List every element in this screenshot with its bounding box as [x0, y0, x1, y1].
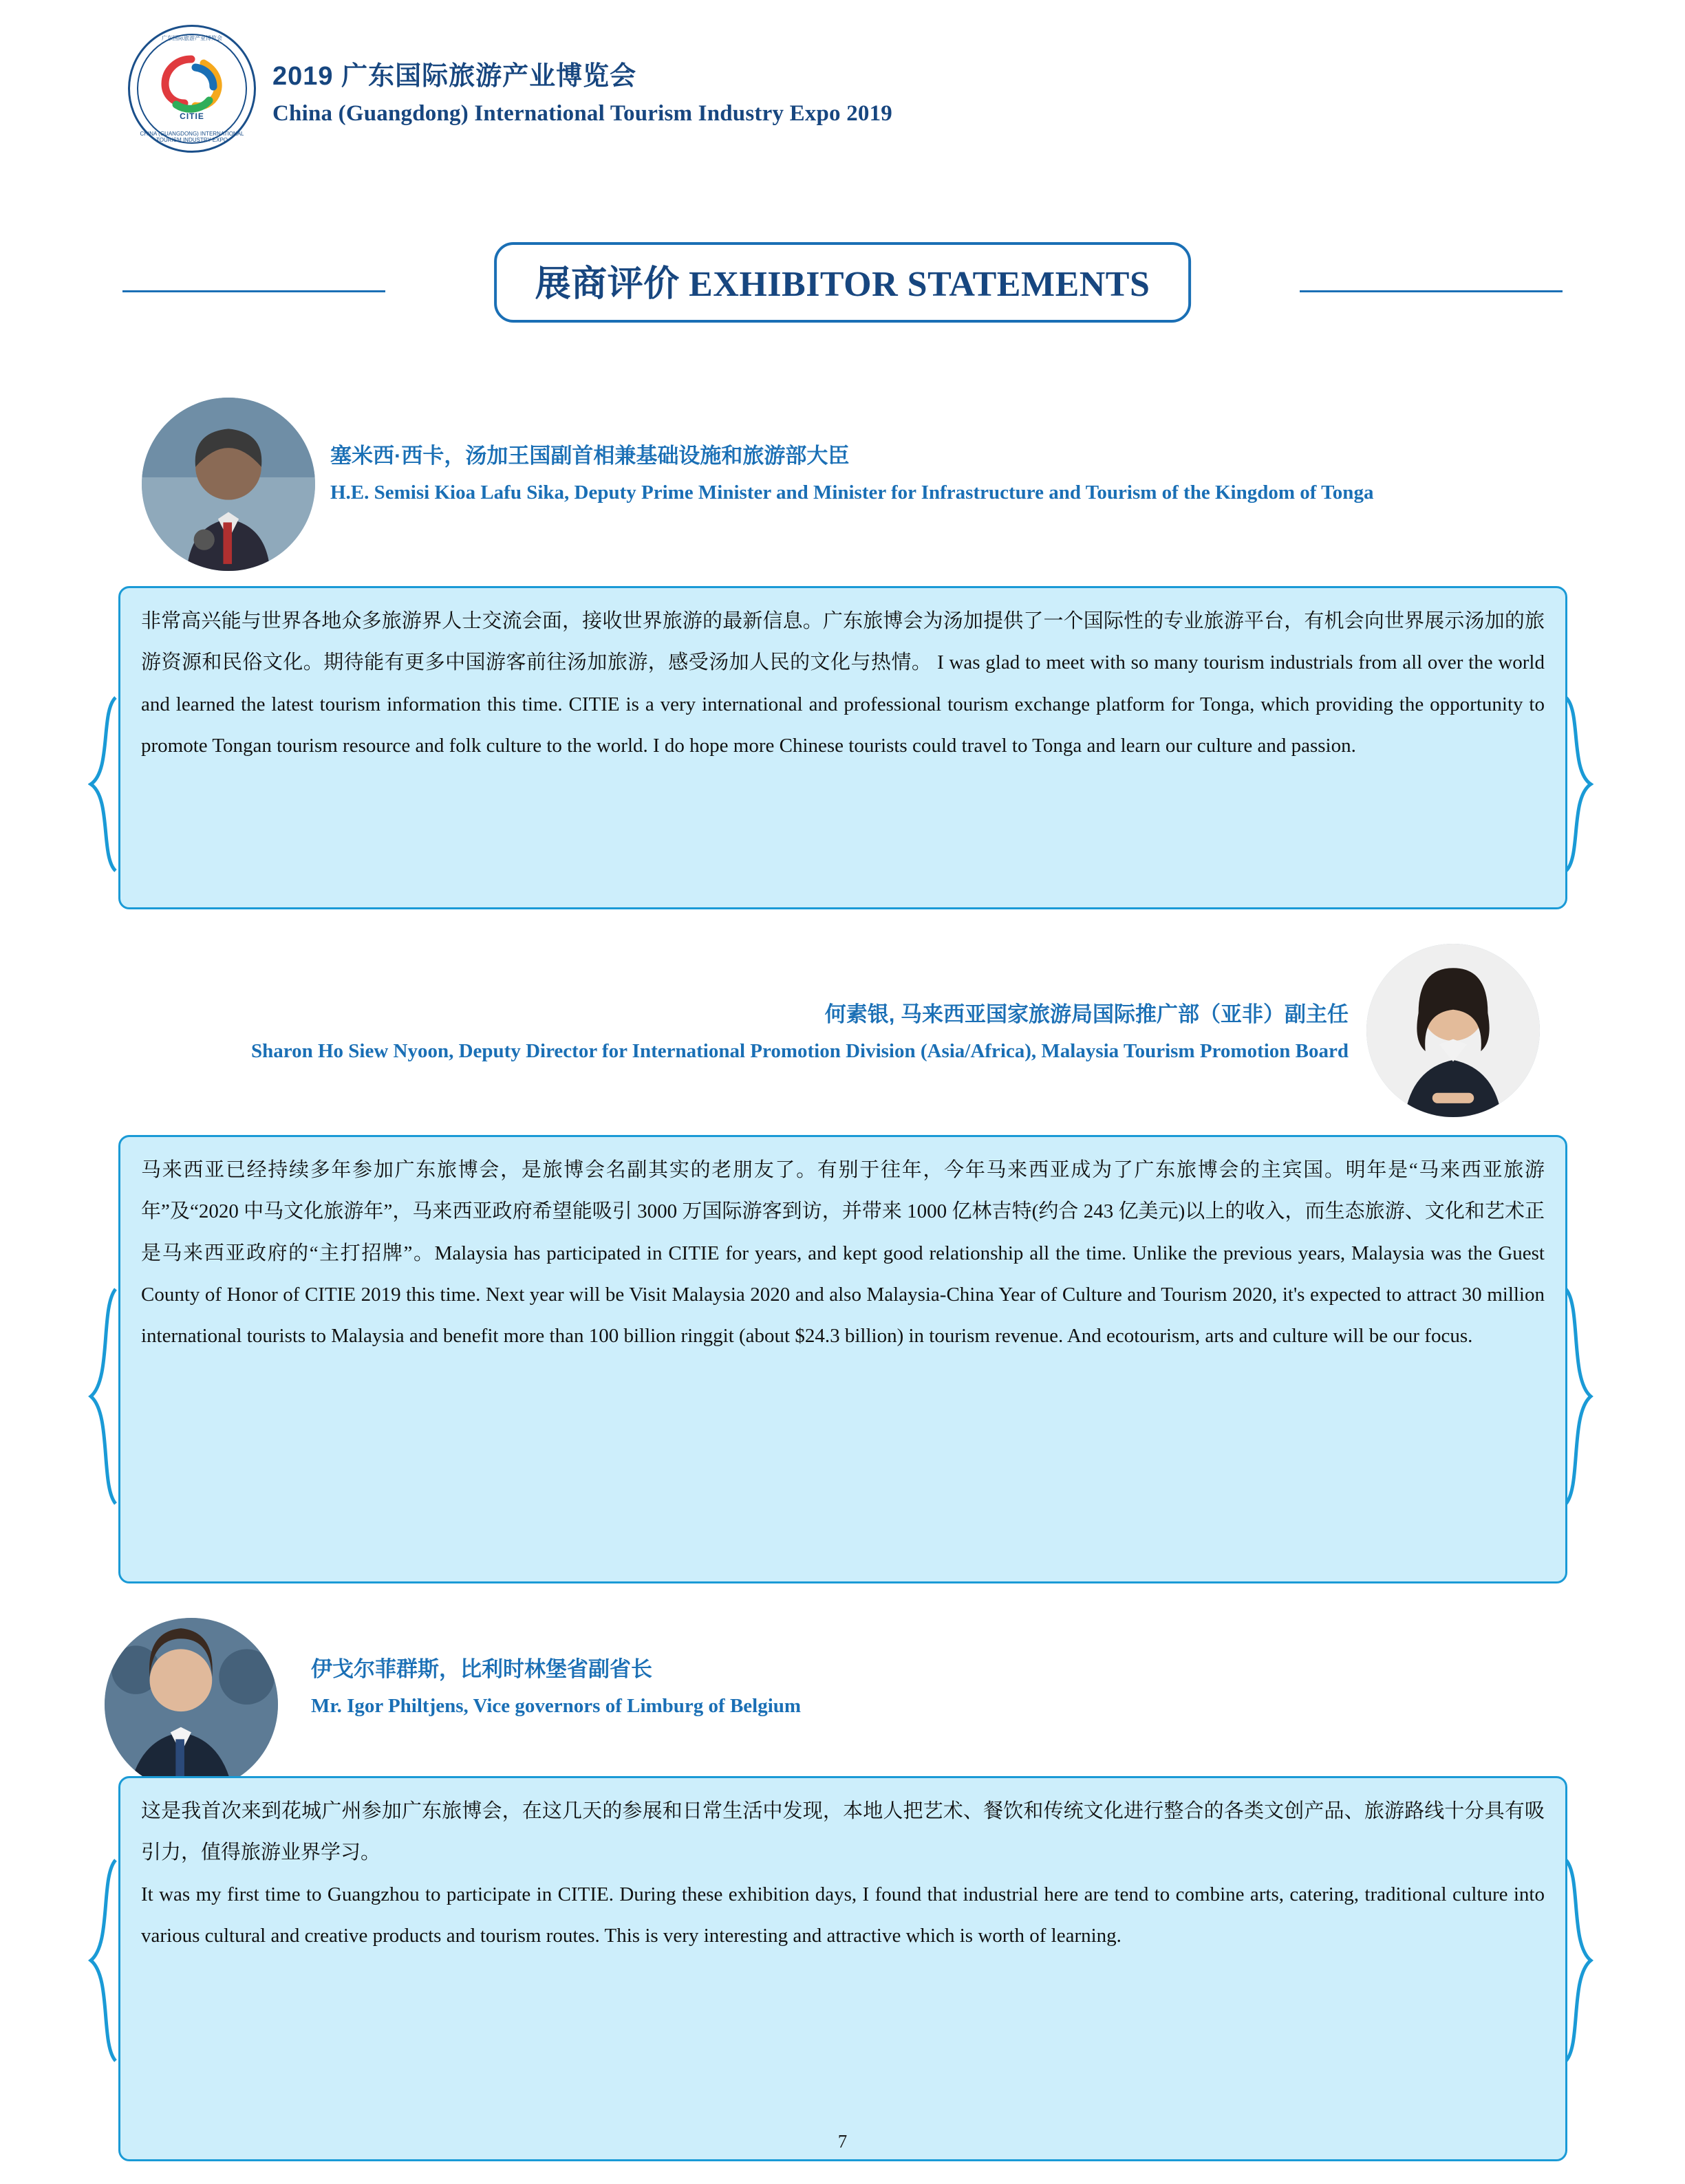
- quote-text-3-cn: 这是我首次来到花城广州参加广东旅博会，在这几天的参展和日常生活中发现，本地人把艺术、餐饮和传统文化进行整合的各类文创产品、旅游路线十分具有吸引力，值得旅游业界学习。: [141, 1800, 1545, 1864]
- speaker-names-2: [131, 999, 1349, 1066]
- header-titles: [272, 51, 892, 127]
- speaker-names-3: [311, 1654, 1549, 1720]
- brace-left-3: [88, 1857, 120, 2064]
- divider-left: [122, 290, 385, 292]
- section-title-box: [494, 242, 1192, 323]
- brace-left-1: [88, 695, 120, 874]
- speaker-name-en-2: Sharon Ho Siew Nyoon, Deputy Director for International Promotion Division (Asia/Africa), Malaysia Tourism Promotion Board: [250, 1039, 1349, 1062]
- speaker-name-cn-1: 塞米西·西卡，汤加王国副首相兼基础设施和旅游部大臣: [330, 444, 850, 468]
- logo-swirl-icon: [155, 55, 227, 113]
- page-header: [128, 25, 892, 153]
- logo-wordmark: CITIE: [180, 111, 204, 121]
- quote-box-1: [118, 586, 1567, 909]
- speaker-name-en-3: Mr. Igor Philtjens, Vice governors of Limburg of Belgium: [311, 1694, 802, 1717]
- page-number: 7: [837, 2131, 848, 2152]
- logo-ring-bottom-text: CHINA (GUANGDONG) INTERNATIONAL TOURISM INDUSTRY EXPO: [140, 131, 244, 143]
- page-title: 展商评价 EXHIBITOR STATEMENTS: [535, 265, 1150, 304]
- citie-logo: [128, 25, 256, 153]
- portrait-semisi-kioa-lafu-sika: [142, 398, 315, 571]
- header-title-cn: 2019 广东国际旅游产业博览会: [272, 61, 637, 91]
- section-title-area: [0, 242, 1685, 338]
- speaker-names-1: [330, 440, 1562, 507]
- quote-text-1: 非常高兴能与世界各地众多旅游界人士交流会面，接收世界旅游的最新信息。广东旅博会为汤加提供了一个国际性的专业旅游平台，有机会向世界展示汤加的旅游资源和民俗文化。期待能有更多中国游客前往汤加旅游，感受汤加人民的文化与热情。 I was glad to meet with so many tourism industrials from all over the world and learned the latest tourism information this time. CITIE is a very international and professional tourism exchange platform for Tonga, which providing the opportunity to promote Tongan tourism resource and folk culture to the world. I do hope more Chinese tourists could travel to Tonga and learn our culture and passion.: [141, 610, 1545, 757]
- quote-text-3-en: It was my first time to Guangzhou to participate in CITIE. During these exhibition days, I found that industrial here are tend to combine arts, catering, traditional culture into various cultural and creative products and tourism routes. This is very interesting and attractive which is worth of learning.: [141, 1883, 1545, 1947]
- quote-box-2: [118, 1135, 1567, 1583]
- quote-text-2: 马来西亚已经持续多年参加广东旅博会，是旅博会名副其实的老朋友了。有别于往年，今年马来西亚成为了广东旅博会的主宾国。明年是“马来西亚旅游年”及“2020 中马文化旅游年”，马来西亚政府希望能吸引 3000 万国际游客到访，并带来 1000 亿林吉特(约合 243 亿美元)以上的收入，而生态旅游、文化和艺术正是马来西亚政府的“主打招牌”。Malaysia has participated in CITIE for years, and kept good relationship all the time. Unlike the previous years, Malaysia was the Guest County of Honor of CITIE 2019 this time. Next year will be Visit Malaysia 2020 and also Malaysia-China Year of Culture and Tourism 2020, it's expected to attract 30 million international tourists to Malaysia and benefit more than 100 billion ringgit (about $24.3 billion) in tourism revenue. And ecotourism, arts and culture will be our focus.: [141, 1159, 1545, 1348]
- speaker-name-cn-2: 何素银, 马来西亚国家旅游局国际推广部（亚非）副主任: [824, 1002, 1349, 1026]
- header-title-en: China (Guangdong) International Tourism Industry Expo 2019: [272, 101, 893, 127]
- brace-left-2: [88, 1286, 120, 1506]
- divider-right: [1300, 290, 1563, 292]
- portrait-sharon-ho-siew-nyoon: [1366, 944, 1540, 1117]
- speaker-name-cn-3: 伊戈尔菲群斯，比利时林堡省副省长: [311, 1657, 652, 1681]
- speaker-name-en-1: H.E. Semisi Kioa Lafu Sika, Deputy Prime Minister and Minister for Infrastructure and Tourism of the Kingdom of Tonga: [330, 481, 1374, 504]
- quote-box-3: [118, 1776, 1567, 2161]
- portrait-igor-philtjens: [105, 1618, 278, 1791]
- quote-text-3: [120, 1778, 1565, 1967]
- logo-ring-top-text: 广东国际旅游产业博览会: [162, 35, 222, 41]
